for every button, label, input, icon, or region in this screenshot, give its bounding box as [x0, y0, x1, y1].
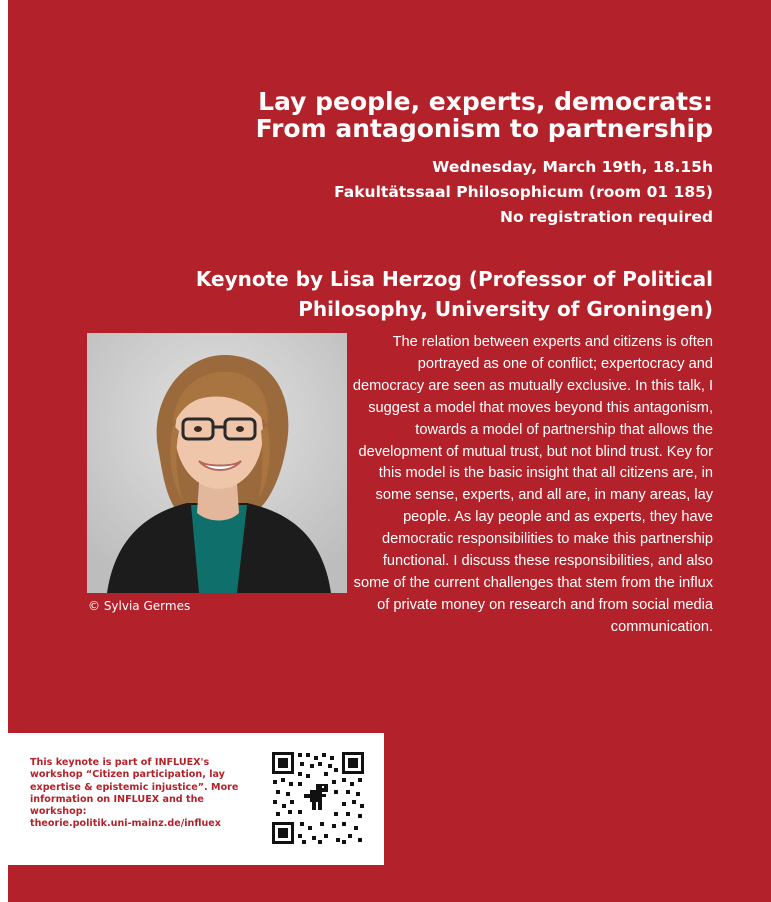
workshop-info-text — [30, 757, 240, 831]
poster-background — [8, 0, 771, 902]
speaker-portrait-illustration — [87, 333, 347, 593]
talk-abstract: The relation between experts and citizens is often portrayed as one of conflict; expertocracy and democracy are seen as mutually exclusive. In this talk, I suggest a model that moves beyond this antagonism, towards a model of partnership that allows the development of mutual trust, but not blind trust. Key for this model is the basic insight that all citizens are, in some sense, experts, and all are, in many areas, lay people. As lay people and as experts, they have democratic responsibilities to make this partnership functional. I discuss these responsibilities, and also some of the current challenges that stem from the influx of private money on research and from social media communication. — [352, 334, 713, 635]
qr-code-graphic — [270, 750, 366, 846]
event-title — [256, 88, 713, 142]
workshop-url-link[interactable]: theorie.politik.uni-mainz.de/influex — [30, 818, 221, 830]
speaker-photo — [87, 333, 347, 593]
workshop-info-description: This keynote is part of INFLUEX's workshop “Citizen participation, lay expertise & epistemic injustice”. More information on INFLUEX and the workshop: — [30, 757, 239, 818]
keynote-heading — [153, 264, 713, 324]
event-registration: No registration required — [500, 208, 713, 226]
event-date-time: Wednesday, March 19th, 18.15h — [432, 158, 713, 176]
event-title-line-1: Lay people, experts, democrats: — [258, 87, 713, 116]
keynote-line-2: Philosophy, University of Groningen) — [298, 297, 713, 321]
event-title-line-2: From antagonism to partnership — [255, 114, 713, 143]
workshop-info-box — [8, 733, 384, 865]
keynote-line-1: Keynote by Lisa Herzog (Professor of Political — [195, 267, 713, 291]
event-info — [334, 155, 713, 230]
photo-credit: © Sylvia Germes — [88, 599, 191, 613]
event-location: Fakultätssaal Philosophicum (room 01 185) — [334, 183, 713, 201]
qr-code[interactable] — [270, 750, 366, 846]
